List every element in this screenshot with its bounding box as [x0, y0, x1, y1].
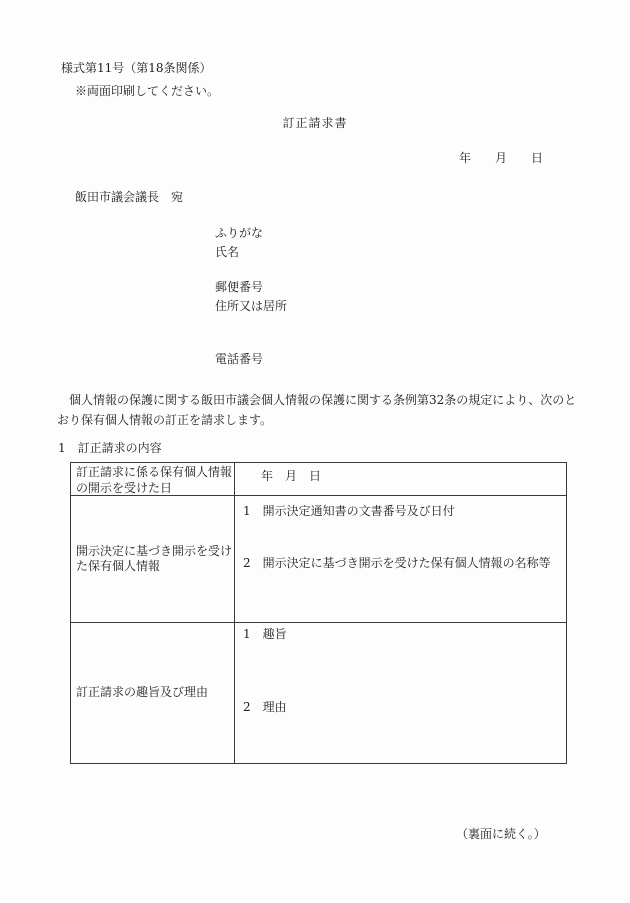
body-paragraph-line: おり保有個人情報の訂正を請求します。 — [57, 413, 273, 427]
section-heading: 1 訂正請求の内容 — [58, 441, 162, 455]
row-label: 訂正請求の趣旨及び理由 — [71, 623, 235, 763]
date-line: 年 月 日 — [459, 151, 544, 165]
name-label: 氏名 — [215, 245, 240, 259]
furigana-label: ふりがな — [215, 226, 264, 240]
content-item: 2 理由 — [243, 700, 287, 714]
document-title: 訂正請求書 — [282, 116, 348, 130]
footer-note: （裏面に続く。） — [456, 827, 546, 841]
table-row-disclosure-date — [71, 463, 566, 495]
row-label: 開示決定に基づき開示を受けた保有個人情報 — [71, 496, 235, 622]
row-label: 訂正請求に係る保有個人情報の開示を受けた日 — [71, 463, 235, 495]
postal-code-label: 郵便番号 — [215, 280, 264, 294]
table-row-disclosed-information — [71, 495, 566, 622]
address-label: 住所又は居所 — [215, 299, 288, 313]
correction-request-table — [70, 462, 567, 764]
table-row-purpose-and-reason — [71, 622, 566, 763]
content-item: 2 開示決定に基づき開示を受けた保有個人情報の名称等 — [243, 556, 551, 570]
row-content — [235, 463, 566, 495]
row-content — [235, 496, 566, 622]
content-item: 1 開示決定通知書の文書番号及び日付 — [243, 504, 455, 518]
print-note: ※両面印刷してください。 — [75, 84, 220, 98]
phone-label: 電話番号 — [215, 352, 264, 366]
date-placeholder: 年 月 日 — [261, 469, 322, 483]
form-number: 様式第11号（第18条関係） — [61, 61, 212, 75]
addressee-line: 飯田市議会議長 宛 — [75, 190, 184, 204]
body-paragraph-line: 個人情報の保護に関する飯田市議会個人情報の保護に関する条例第32条の規定により、次のと — [57, 393, 577, 407]
row-content — [235, 623, 566, 763]
body-paragraph — [57, 390, 579, 430]
content-item: 1 趣旨 — [243, 627, 287, 641]
